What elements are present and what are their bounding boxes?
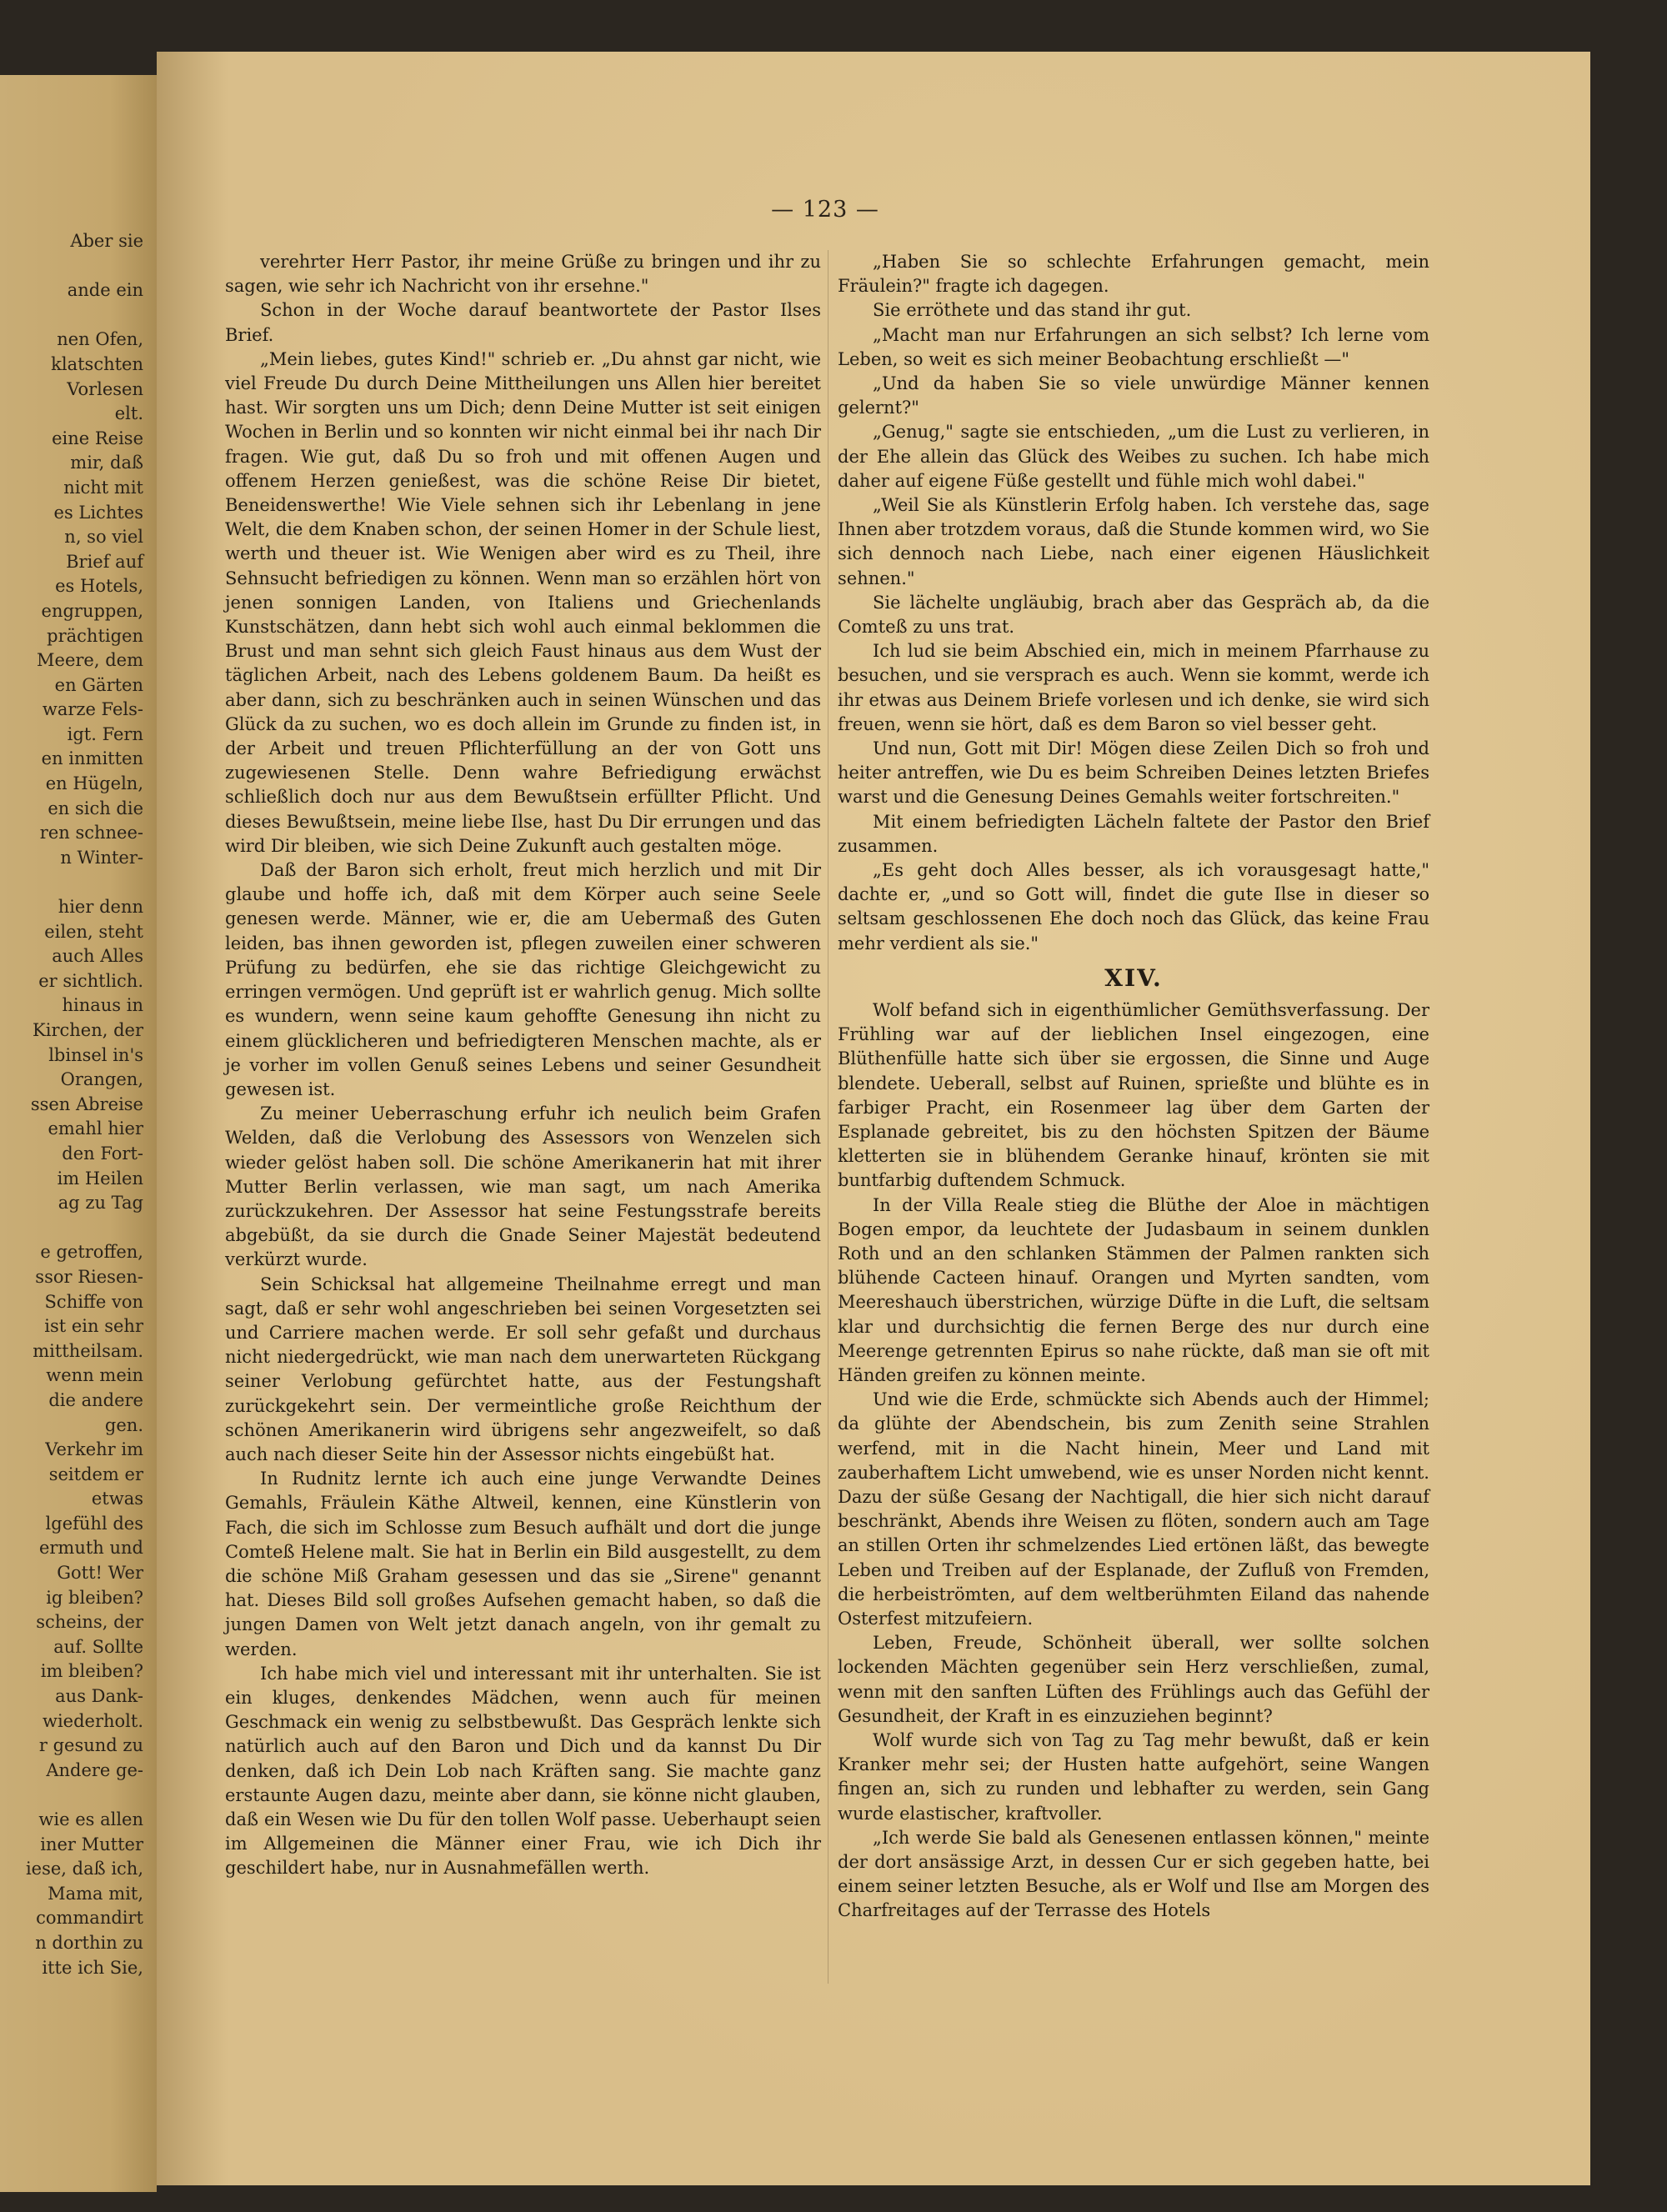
right-column-text-after-heading: [838, 998, 1429, 1924]
left-page-line-fragment: n, so viel: [64, 527, 143, 548]
left-page-line-fragment: scheins, der: [36, 1612, 143, 1633]
left-page-line-fragment: im bleiben?: [40, 1661, 143, 1682]
left-page-line-fragment: [0, 254, 150, 279]
left-page-line-fragment: nicht mit: [63, 477, 143, 498]
left-page-line-fragment: nen Ofen,: [57, 329, 143, 350]
left-page-line-fragment: Verkehr im: [45, 1439, 143, 1460]
left-page-line-fragment: etwas: [91, 1489, 143, 1509]
left-page-line-fragment: ermuth und: [38, 1538, 143, 1559]
paragraph: Sie lächelte ungläubig, brach aber das Gespräch ab, da die Comteß zu uns trat.: [838, 592, 1429, 638]
left-page-line-fragment: [0, 870, 150, 895]
left-page-line-fragment: iner Mutter: [40, 1834, 143, 1854]
paragraph: Leben, Freude, Schönheit überall, wer sollte solchen lockenden Mächten gegenüber sein Herz verschließen, zumal, wenn mit den sanften Lüften des Frühlings auch das Gefühl der Gesundheit, der Kraft in es einzuziehen beginnt?: [838, 1633, 1429, 1726]
paragraph: In Rudnitz lernte ich auch eine junge Verwandte Deines Gemahls, Fräulein Käthe Altweil, kennen, eine Künstlerin von Fach, die sich im Schlosse zum Besuch aufhält und dort die junge Comteß Helene malt. Sie hat in Berlin ein Bild ausgestellt, zu dem die schöne Miß Graham gesessen und das sie „Sirene" genannt hat. Dieses Bild soll großes Aufsehen gemacht haben, so daß die jungen Damen von Welt jetzt danach angeln, von ihr gemalt zu werden.: [225, 1469, 821, 1659]
left-page-line-fragment: n dorthin zu: [35, 1932, 143, 1953]
left-page-line-fragment: commandirt: [36, 1908, 143, 1929]
left-page-line-fragment: prächtigen: [47, 625, 143, 646]
left-page-line-fragment: aus Dank-: [55, 1686, 143, 1707]
left-page-line-fragment: im Heilen: [57, 1168, 143, 1189]
left-page-line-fragment: ist ein sehr: [44, 1316, 143, 1337]
left-page-line-fragment: er sichtlich.: [38, 970, 143, 991]
left-page-line-fragment: auch Alles: [52, 946, 143, 967]
right-text-column: [838, 250, 1429, 1924]
left-page-line-fragment: warze Fels-: [42, 699, 143, 720]
paragraph: Ich habe mich viel und interessant mit ihr unterhalten. Sie ist ein kluges, denkendes Mädchen, wenn auch für meinen Geschmack ein wenig zu selbstbewußt. Das Gespräch lenkte sich natürlich auch auf den Baron und Dich und da kannst Du Dir denken, daß ich Dein Lob nach Kräften sang. Sie machte ganz erstaunte Augen dazu, meinte aber dann, sie könne nicht glauben, daß ein Wesen wie Du für den tollen Wolf passe. Ueberhaupt seien im Allgemeinen die Männer einer Frau, wie ich Dich ihr geschildert habe, nur in Ausnahmefällen werth.: [225, 1663, 821, 1879]
left-page-line-fragment: lbinsel in's: [48, 1044, 143, 1065]
paragraph: „Macht man nur Erfahrungen an sich selbst? Ich lerne vom Leben, so weit es sich meiner Beobachtung erschließt —": [838, 324, 1429, 369]
paragraph: „Ich werde Sie bald als Genesenen entlassen können," meinte der dort ansässige Arzt, in dessen Cur er sich gegeben hatte, bei einem seiner letzten Besuche, als er Wolf und Ilse am Morgen des Charfreitages auf der Terrasse des Hotels: [838, 1827, 1429, 1921]
paragraph: Schon in der Woche darauf beantwortete der Pastor Ilses Brief.: [225, 300, 821, 345]
left-page-line-fragment: auf. Sollte: [53, 1636, 143, 1657]
paragraph: Wolf befand sich in eigenthümlicher Gemüthsverfassung. Der Frühling war auf der lieblichen Insel eingezogen, eine Blüthenfülle hatte sich über sie ergossen, die Sinne und Auge blendete. Ueberall, selbst auf Ruinen, sprießte und blühte es in farbiger Pracht, ein Rosenmeer lag über dem Garten der Esplanade gebreitet, bis zu den höchsten Spitzen der Bäume kletterten sie in blühendem Geranke hinauf, krönten sie mit buntfarbig duftendem Schmuck.: [838, 999, 1429, 1191]
left-page-line-fragment: r gesund zu: [38, 1735, 143, 1756]
left-page-line-fragment: ande ein: [67, 280, 143, 301]
right-column-text-before-heading: [838, 250, 1429, 956]
left-page-line-fragment: en sich die: [48, 798, 143, 818]
left-page-line-fragment: mittheilsam.: [33, 1340, 143, 1361]
left-facing-page: [0, 75, 157, 2192]
paragraph: „Haben Sie so schlechte Erfahrungen gemacht, mein Fräulein?" fragte ich dagegen.: [838, 252, 1429, 297]
left-page-line-fragment: ag zu Tag: [58, 1193, 143, 1214]
left-page-line-fragment: itte ich Sie,: [42, 1957, 143, 1978]
left-page-line-fragment: die andere: [48, 1389, 143, 1410]
left-page-line-fragment: elt.: [114, 403, 143, 424]
left-page-line-fragment: emahl hier: [48, 1119, 143, 1139]
left-page-line-fragment: lgefühl des: [45, 1513, 143, 1534]
left-page-line-fragment: ig bleiben?: [46, 1587, 143, 1608]
left-page-line-fragment: mir, daß: [70, 453, 143, 473]
left-page-line-fragment: e getroffen,: [40, 1242, 143, 1263]
left-page-line-fragment: seitdem er: [48, 1464, 143, 1484]
left-page-line-fragment: ren schnee-: [39, 823, 143, 843]
left-page-line-fragment: Brief auf: [66, 551, 143, 572]
paragraph: „Weil Sie als Künstlerin Erfolg haben. Ich verstehe das, sage Ihnen aber trotzdem voraus, daß die Stunde kommen wird, wo Sie sich dennoch nach Liebe, nach einer eigenen Häuslichkeit sehnen.": [838, 495, 1429, 588]
left-page-line-fragment: Andere ge-: [46, 1759, 143, 1780]
paragraph: Wolf wurde sich von Tag zu Tag mehr bewußt, daß er kein Kranker mehr sei; der Husten hatte aufgehört, seine Wangen fingen an, sich zu runden und lebhafter zu werden, sein Gang wurde elastischer, kraftvoller.: [838, 1729, 1429, 1824]
left-page-line-fragment: Meere, dem: [37, 650, 143, 671]
left-page-line-fragment: ssen Abreise: [30, 1093, 143, 1114]
left-page-line-fragment: Orangen,: [60, 1069, 143, 1090]
paragraph: Daß der Baron sich erholt, freut mich herzlich und mit Dir glaube und hoffe ich, daß mit dem Körper auch seine Seele genesen werde. Männer, wie er, die am Uebermaß des Guten leiden, bas ihnen geworden ist, pflegen zuweilen einer schweren Prüfung zu bedürfen, ehe sie das richtige Gleichgewicht zu erringen vermögen. Und geprüft ist er wahrlich genug. Mich sollte es wundern, wenn seine kaum gehoffte Genesung ihn nicht zu einem glücklicheren und befriedigteren Menschen machte, als er je vorher im vollen Genuß seines Lebens und seiner Gesundheit gewesen ist.: [225, 860, 821, 1099]
left-page-line-fragment: hier denn: [58, 897, 143, 918]
left-page-text-fragments: [0, 229, 150, 1980]
left-page-line-fragment: igt. Fern: [67, 723, 143, 744]
left-page-line-fragment: Kirchen, der: [33, 1020, 143, 1040]
left-page-line-fragment: Vorlesen: [67, 378, 143, 399]
left-page-line-fragment: n Winter-: [60, 847, 143, 868]
left-page-line-fragment: [0, 303, 150, 328]
paragraph: „Es geht doch Alles besser, als ich vorausgesagt hatte," dachte er, „und so Gott will, findet die gute Ilse in dieser so seltsam geschlossenen Ehe doch noch das Glück, das keine Frau mehr verdient als sie.": [838, 860, 1429, 953]
paragraph: verehrter Herr Pastor, ihr meine Grüße zu bringen und ihr zu sagen, wie sehr ich Nachricht von ihr ersehne.": [225, 252, 821, 297]
left-page-line-fragment: wiederholt.: [42, 1710, 143, 1731]
paragraph: In der Villa Reale stieg die Blüthe der Aloe in mächtigen Bogen empor, da leuchtete der Judasbaum in seinem dunklen Roth und an den schlanken Stämmen der Palmen rankten sich blühende Cacteen hinauf. Orangen und Myrten sandten, vom Meereshauch überstrichen, würzige Düfte in die Luft, die seltsam klar und durchsichtig die fernen Berge des nur durch eine Meerenge getrennten Epirus so nahe rückte, daß man sie oft mit Händen greifen zu können meinte.: [838, 1194, 1429, 1385]
left-page-line-fragment: eine Reise: [52, 428, 143, 448]
left-page-line-fragment: klatschten: [51, 353, 143, 374]
left-page-line-fragment: ssor Riesen-: [35, 1266, 143, 1287]
page-number: — 123 —: [771, 197, 879, 223]
chapter-heading: XIV.: [1104, 963, 1163, 992]
left-page-line-fragment: en Gärten: [54, 674, 143, 695]
paragraph: Ich lud sie beim Abschied ein, mich in meinem Pfarrhause zu besuchen, und sie versprach es auch. Wenn sie kommt, werde ich ihr etwas aus Deinem Briefe vorlesen und ich denke, sie wird sich freuen, wenn sie hört, daß es dem Baron so viel besser geht.: [838, 641, 1429, 734]
left-page-line-fragment: Aber sie: [70, 231, 143, 251]
paragraph: „Und da haben Sie so viele unwürdige Männer kennen gelernt?": [838, 373, 1429, 418]
paragraph: Und wie die Erde, schmückte sich Abends auch der Himmel; da glühte der Abendschein, bis zum Zenith seine Strahlen werfend, mit in die Nacht hinein, Meer und Land mit zauberhaftem Licht umwebend, wie es unser Norden nicht kennt. Dazu der süße Gesang der Nachtigall, die hier sich nicht darauf beschränkt, Abends ihre Weisen zu flöten, sondern auch am Tage an stillen Orten ihr schmelzendes Lied ertönen läßt, das bewegte Leben und Treiben auf der Esplanade, der Zufluß von Fremden, die herbeiströmten, auf dem weltberühmten Eiland das nahende Osterfest mitzufeiern.: [838, 1389, 1429, 1629]
left-text-column: [225, 250, 821, 1881]
paragraph: Sein Schicksal hat allgemeine Theilnahme erregt und man sagt, daß er sehr wohl angeschrieben bei seinen Vorgesetzten sei und Carriere machen werde. Er soll sehr gefaßt und durchaus nicht niedergedrückt, wie man nach dem unerwarteten Rückgang seiner Verlobung gefürchtet hatte, aus der Festungshaft zurückgekehrt sein. Der vermeintliche große Reichthum der schönen Amerikanerin wird übrigens sehr angezweifelt, so daß auch nach dieser Seite hin der Assessor nichts eingebüßt hat.: [225, 1274, 821, 1464]
left-page-line-fragment: wenn mein: [46, 1365, 143, 1386]
paragraph: Mit einem befriedigten Lächeln faltete der Pastor den Brief zusammen.: [838, 811, 1429, 856]
left-page-line-fragment: [0, 1216, 150, 1241]
paragraph: Zu meiner Ueberraschung erfuhr ich neulich beim Grafen Welden, daß die Verlobung des Assessors von Wenzelen sich wieder gelöst haben soll. Die schöne Amerikanerin hat mit ihrer Mutter Berlin verlassen, wie man sagt, um nach Amerika zurückzukehren. Der Assessor hat seine Festungsstrafe bereits abgebüßt, da sie durch die Gnade Seiner Majestät bedeutend verkürzt wurde.: [225, 1103, 821, 1270]
left-page-line-fragment: hinaus in: [62, 995, 143, 1016]
paragraph: „Mein liebes, gutes Kind!" schrieb er. „Du ahnst gar nicht, wie viel Freude Du durch Deine Mittheilungen uns Allen hier bereitet hast. Wir sorgten uns um Dich; denn Deine Mutter ist seit einigen Wochen in Berlin und so konnten wir nicht einmal bei ihr nach Dir fragen. Wie gut, daß Du so froh und mit offenen Augen und offenem Herzen genießest, was die schöne Reise Dir bietet, Beneidenswerthe! Wie Viele sehnen sich ihr Lebenlang in jene Welt, die dem Knaben schon, der seinen Homer in der Schule liest, werth und theuer ist. Wie Wenigen aber wird es zu Theil, ihre Sehnsucht befriedigen zu können. Wenn man so erzählen hört von jenen sonnigen Landen, von Italiens und Griechenlands Kunstschätzen, dann hebt sich wohl auch einmal beklommen die Brust und man sehnt sich gleich Faust hinaus aus dem Wust der täglichen Arbeit, nach des Lebens goldenem Baum. Da heißt es aber dann, sich zu beschränken auch in seinen Wünschen und das Glück da zu suchen, wo es doch allein im Grunde zu finden ist, in der Arbeit und treuen Pflichterfüllung an der von Gott uns zugewiesenen Stelle. Denn wahre Befriedigung erwächst schließlich doch nur aus dem Bewußtsein erfüllter Pflicht. Und dieses Bewußtsein, meine liebe Ilse, hast Du Dir errungen und das wird Dir bleiben, wie sich Deine Zukunft auch gestalten möge.: [225, 348, 821, 856]
left-page-line-fragment: gen.: [104, 1414, 143, 1435]
left-page-line-fragment: [0, 1783, 150, 1808]
left-page-line-fragment: en inmitten: [41, 748, 143, 769]
left-page-line-fragment: Schiffe von: [44, 1291, 143, 1312]
left-page-line-fragment: eilen, steht: [44, 921, 143, 942]
left-page-line-fragment: wie es allen: [38, 1809, 143, 1829]
paragraph: Sie erröthete und das stand ihr gut.: [873, 300, 1192, 321]
paragraph: Und nun, Gott mit Dir! Mögen diese Zeilen Dich so froh und heiter antreffen, wie Du es beim Schreiben Deines letzten Briefes warst und die Genesung Deines Gemahls weiter fortschreiten.": [838, 738, 1429, 808]
left-page-line-fragment: es Lichtes: [53, 502, 143, 523]
left-page-line-fragment: Gott! Wer: [57, 1563, 143, 1584]
paragraph: „Genug," sagte sie entschieden, „um die Lust zu verlieren, in der Ehe allein das Glück des Weibes zu suchen. Ich habe mich daher auf eigene Füße gestellt und fühle mich wohl dabei.": [838, 422, 1429, 491]
left-page-line-fragment: den Fort-: [62, 1143, 143, 1164]
left-page-line-fragment: Mama mit,: [48, 1883, 143, 1904]
left-page-line-fragment: iese, daß ich,: [25, 1859, 143, 1879]
left-page-line-fragment: en Hügeln,: [45, 773, 143, 794]
left-page-line-fragment: es Hotels,: [55, 576, 143, 597]
left-page-line-fragment: engruppen,: [41, 600, 143, 621]
